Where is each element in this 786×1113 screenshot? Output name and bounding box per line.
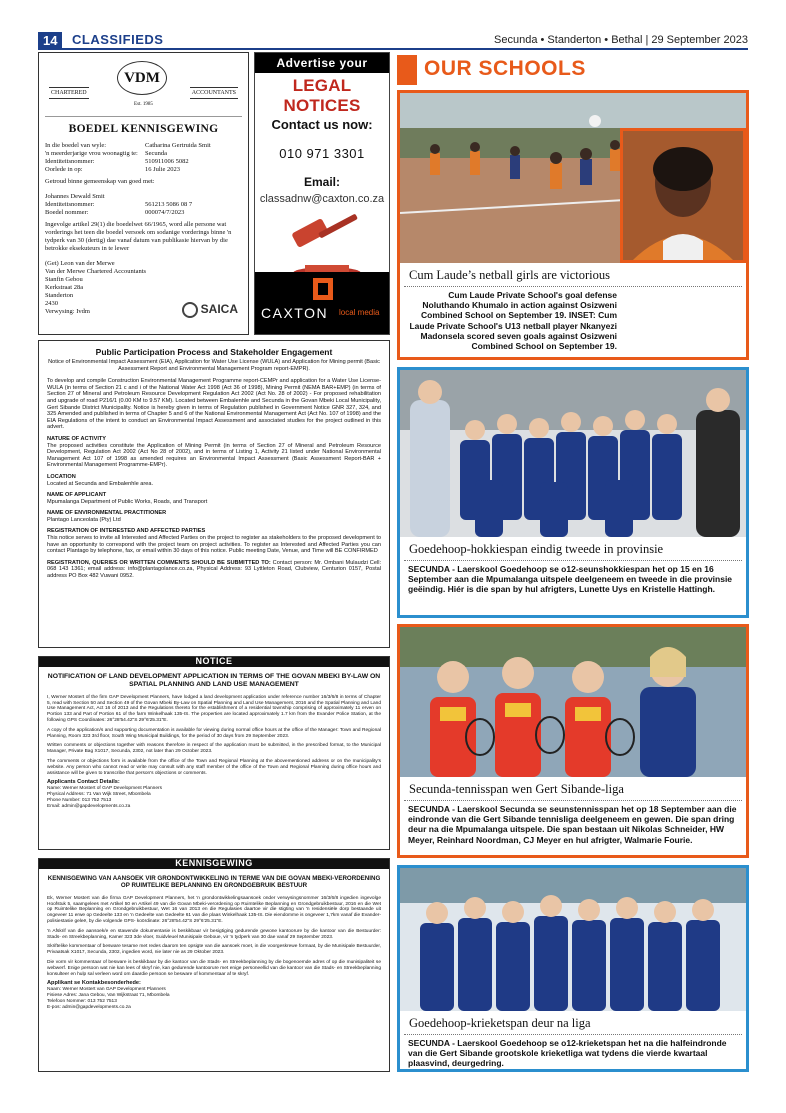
caxton-submark: local media — [339, 308, 380, 317]
kenn-contact: Naam: Werner Mostert van GAP Development Planners — [47, 987, 166, 993]
page-number: 14 — [38, 32, 62, 49]
notice-title: NOTIFICATION OF LAND DEVELOPMENT APPLICATION IN TERMS OF THE GOVAN MBEKI BY-LAW ON SPATIAL PLANNING AND LAND USE MANAGEMENT — [47, 672, 381, 688]
firm-logo-sub: Est. 1985 — [134, 102, 153, 107]
story-headline: Cum Laude’s netball girls are victorious — [404, 263, 742, 287]
notice-para: The comments or objections form is available from the office of the Town and Regional Planning at the abovementioned address or on the municipality's website. Any person who cannot read or write may consult with any staff member of the office of the Town and Regional Planning during office hours and assistance will be given to transcribe that person's objections or comments. — [47, 758, 381, 776]
firm-logo-right: ACCOUNTANTS — [190, 87, 238, 99]
notice-contact: Phone Number: 013 752 7513 — [47, 797, 112, 803]
kenn-contact-heading: Applikant se Kontakbesonderhede: — [47, 980, 141, 987]
dateline: Secunda • Standerton • Bethal | 29 September 2023 — [494, 34, 748, 46]
pp-section: LOCATION Located at Secunda and Embalenhle area. — [47, 473, 154, 487]
netball-inset-photo — [620, 128, 746, 263]
pp-section: NAME OF APPLICANT Mpumalanga Department of Public Works, Roads, and Transport — [47, 492, 208, 505]
executor-address: (Get) Leon van der Merwe Van der Merwe Chartered Accountants Stanfin Gebou Kerkstraat 28a Standerton 2430 Verwysing: Ivdm — [45, 260, 147, 315]
kenn-bar: KENNISGEWING — [39, 859, 389, 869]
story-cricket — [397, 865, 749, 1072]
saica-ring-icon — [182, 302, 198, 318]
hockey-photo — [400, 370, 746, 537]
story-headline: Goedehoop-hokkiespan eindig tweede in provinsie — [404, 537, 742, 561]
public-participation-notice — [38, 340, 390, 648]
pp-title: Public Participation Process and Stakeholder Engagement — [95, 347, 333, 357]
story-hockey — [397, 367, 749, 618]
netball-photo — [400, 93, 746, 263]
kenn-contact: Telefoon Nommer: 013 752 7513 — [47, 998, 117, 1004]
our-schools-title: OUR SCHOOLS — [424, 57, 586, 80]
spouse-row: Johannes Dewald Smit — [45, 193, 105, 200]
estate-row: 'n meerderjarige vrou woonagtig te: Secunda — [45, 150, 168, 157]
ad-headline: LEGAL NOTICES — [283, 76, 361, 115]
ad-email-label: Email: — [303, 175, 340, 189]
pp-subtitle: Notice of Environmental Impact Assessment (EIA), Application for Water Use License (WULA) and Application for Mining permit (Basic Assessment Report and Environmental Management Program report-EMPR). — [48, 359, 380, 372]
spouse-row: Identiteitsnommer: 561213 5086 08 7 — [45, 201, 193, 208]
estate-row: In die boedel van wyle: Catharina Gertruida Smit — [45, 142, 211, 149]
tennis-photo — [400, 627, 746, 777]
page-header — [38, 32, 748, 50]
ad-phone[interactable]: 010 971 3301 — [279, 146, 365, 161]
kenn-para: 'n Afskrif van die aansoek/e en stawende dokumentasie is beskikbaar vir besigtiging gedurende gewone kantoorure by die kantoor van die Bestuurder: Stads- en Streekbeplanning, Kamer 323 3de vloer, Suidvleuel Munisipale Geboue, vir 'n tydperk van 30 dae vanaf 29 September 2023. — [47, 928, 381, 940]
pp-registration: REGISTRATION, QUERIES OR WRITTEN COMMENTS SHOULD BE SUBMITTED TO: Contact person: Mr. Ombani Mulaudzi Cell: 068 143 1361; email address: info@plantagolance.co.za, Physical Address: 93 Lyttleton Road, Clubview, Centurion 0157, Postal address PO Box 482 Vuwani 0952. — [47, 559, 381, 580]
story-caption: SECUNDA - Laerskool Goedehoop se o12-krieketspan het na die halfeindronde van die Gert Sibande grootskole krieketliga wat tydens die vierde kwartaal plaasvind, deurgedring. — [408, 1038, 727, 1069]
notice-contact-heading: Applicants Contact Details: — [47, 779, 120, 786]
kenn-para: Die vorm vir kommentaar of besware is beskikbaar by die kantoor van die Stads- en Streekbeplanning by die bogenoemde adres of op die munisipaliteit se webwerf. Enige persoon wat nie kan lees of skryf nie, kan gedurende kantoorure met enige personeellid van die kantoor van die Stads- en Streekbeplanning konsulteer en hulp sal verleen word om daardie persoon se besware of kommentaar af te skryf. — [47, 959, 381, 977]
firm-logo — [45, 57, 242, 117]
estate-body: Ingevolge artikel 29(1) die boedelwet 66/1965, word alle persone wat vorderings het teen die boedel versoek om sodanige vorderings binne 'n tydperk van 30 (dertig) dae vanaf datum van publikasie hiervan by die betrokke eksekuteurs in te lewer — [45, 221, 232, 252]
notice-para: Written comments or objections together with reasons therefore in respect of the application must be submitted, in the prescribed format, to the Municipal Manager, Private Bag X1017, Secunda, 2302, not later than 29 October 2023. — [47, 743, 381, 755]
kennisgewing-notice — [38, 858, 390, 1072]
ad-email[interactable]: classadnw@caxton.co.za — [259, 193, 385, 205]
estate-row: Identiteitsnommer: 510911006 5082 — [45, 158, 189, 165]
our-schools-header — [397, 55, 749, 87]
story-netball — [397, 90, 749, 360]
notice-bar: NOTICE — [39, 657, 389, 667]
story-caption: SECUNDA - Laerskool Secunda se seunstennisspan het op 18 September aan die eindronde van die Gert Sibande tennisliga deelgeneem en gewen. Die span dring deur na die Mpumalanga uitspele. Die span bestaan uit Nikolas Schneider, HW Meyer, Reinhard Noordman, CJ Meyer en hul afrigter, Walmarie Fourie. — [408, 804, 737, 845]
story-caption: SECUNDA - Laerskool Goedehoop se o12-seunshokkiespan het op 15 en 16 September aan die Mpumalanga uitspele deelgeneem en tweede in die provinsie geëindig. Hiér is die span by hul afrigters, Lunette Uys en Kristelle Hattingh. — [408, 564, 733, 595]
pp-section: NATURE OF ACTIVITY The proposed activities constitute the Application of Mining Permit (in terms of Section 27 of Mineral and Petroleum Resource Development, Regulation Act 2002 (Act No 28 of 2002), and in terms of Listing 1, Activity 21 listed under National Environmental Management Act 107 of 1998 as amended requires an Environmental Impact Assessment (Basic Assessment Report-BAR + Environmental Management Programme-EMPr). — [47, 435, 381, 469]
kenn-title: KENNISGEWING VAN AANSOEK VIR GRONDONTWIKKELING IN TERME VAN DIE GOVAN MBEKI-VERORDENING OP RUIMTELIKE BEPLANNING EN GRONDGEBRUIK BESTUUR — [47, 874, 381, 890]
kenn-contact: Fisiese Adres: Jana Gebou, Van Wijkstraat 71, Mbombela — [47, 992, 170, 998]
section-title: CLASSIFIEDS — [72, 32, 164, 47]
kenn-para: Ek, Werner Mostert van die firma GAP Development Planners, het 'n grondontwikkelingsaansoek onder verwysingsnommer 16/3/6/8 ingedien ingevolge Hoofstuk 5, saamgelees met Artikel 50 en Artikel 49 van die Govan Mbeki-verordening op Ruimtelike Beplanning en Grondgebruikbestuur, 2016 en die Wet op Ruimtelike Beplanning en Grondgebruikbestuur, Wet 16 van 2013 en die Regulasies daartoe vir die stigting van 'n residensiële dorp bestaande uit ongeveer 11 erwe op Gedeelte 133 en 'n Gedeelte van Gedeelte 61 van die plaas Winkelhaak 135-IS. Die eiendomme is ongeveer 1,7km vanaf die Evander-polisiestasie geleë, by die volgende GPS- koördinate: 26°28'54.42"S 29°6'25.31"E. — [47, 895, 381, 924]
land-dev-notice — [38, 656, 390, 850]
story-headline: Secunda-tennisspan wen Gert Sibande-liga — [404, 777, 742, 801]
caxton-mark-icon — [313, 278, 333, 300]
estate-notice-title: BOEDEL KENNISGEWING — [68, 123, 219, 135]
firm-logo-left: CHARTERED — [49, 87, 89, 99]
kenn-para: Skriftelike kommentaar of besware tesame met redes daarom ten opsigte van die aansoek moet, in die voorgeskrewe formaat, by die Munisipale Bestuurder, Privaatsak X1017, Secunda, 2302, ingedien word, nie later nie as 29 Oktober 2023. — [47, 944, 381, 956]
story-headline: Goedehoop-krieketspan deur na liga — [404, 1011, 742, 1035]
ad-contact-label: Contact us now: — [271, 117, 373, 132]
estate-rows — [45, 142, 242, 174]
notice-contact: Name: Werner Mostert of GAP Development Planners — [47, 786, 162, 792]
spouse-row: Boedel nommer: 000074/7/2023 — [45, 209, 185, 216]
notice-para: A copy of the application/s and supporting documentation is available for viewing during normal office hours at the office of the Manager: Town and Regional Planning, Room 323 3rd floor, South Wing Municipal Buildings, for the period of 30 days from 29 September 2023. — [47, 727, 381, 739]
pp-section: NAME OF ENVIRONMENTAL PRACTITIONER Plantago Lanceolata (Pty) Ltd — [47, 510, 167, 523]
pp-intro: To develop and compile Construction Environmental Management Programme report-CEMPr and application for a Water Use License- WULA (in terms of Section 21 c and i of the National Water Act 1998 (Act 36 of 1998), Mining Permit (NEMA BAR+EMP) (in terms of Section 27 of Mineral and Petroleum Resource Development Regulation Act 2002 (Act No. 28 of 2002) - For proposed rehabilitation and upgrade of road P216/1 (0.00 KM to 9.57 KM). Located between Embalenhle and Secunda in the Govan Mbeki Local Municipality, Gert Sibande District Municipality. Notice is hereby given in terms of Regulation published in Government Notice GNR 327, 324, and 325 Amended and published in terms of Chapter 5 and 6 of the National Environmental Management Act (Act No. 107 of 1998) and the EIA Regulations of the intent to conduct an Environmental Impact Assessment and associated studies for the project outlined in this advert. — [47, 378, 381, 431]
story-caption: Cum Laude Private School's goal defense Noluthando Khumalo in action against Osizweni Combined School on September 19. INSET: Cum Laude Private School's U13 netball player Nkanyezi Madonsela scored seven goals against Osizweni Combined School on September 19. — [409, 290, 617, 352]
notice-contact: Physical Address: 71 Van Wijk Street, Mbombela — [47, 791, 151, 797]
cricket-photo — [400, 868, 746, 1011]
kenn-contact: E-pos: admin@gapdevelopments.co.za — [47, 1004, 131, 1010]
section-marker — [397, 55, 417, 85]
saica-logo: SAICA — [182, 302, 238, 318]
ad-bar: Advertise your — [255, 53, 389, 73]
firm-logo-mark: VDM — [117, 61, 167, 95]
legal-notices-ad — [254, 52, 390, 335]
notice-contact: Email: admin@gapdevelopments.co.za — [47, 803, 131, 809]
pp-section: REGISTRATION OF INTERESTED AND AFFECTED PARTIES This notice serves to invite all Interested and Affected Parties on the project to register as stakeholders to the proposed development to have an opportunity to correspond with the project team on project activities. To register as Interested and Affected Parties you can contact Plantago by telephone, fax, or email within 30 days of this notice. Public meeting Date, Venue, and Time will BE CONFIRMED — [47, 528, 381, 555]
caxton-logo — [255, 272, 389, 334]
story-tennis — [397, 624, 749, 858]
notice-para: I, Werner Mostert of the firm GAP Development Planners, have lodged a land development application under reference number 16/3/6/8 in terms of Chapter 5, read with Section 50 and Section 49 of the Govan Mbeki By-Law on Spatial Planning and Land Use Management, 2016 and the Spatial Planning and Land Use Management Act, Act 16 of 2013 and the Regulations thereto for the establishment of a residential township comprising of approximately 11 erven on Portion 133 and Part of Portion 61 of the farm Winkelhaak 135-IS. The properties are located approximately 1.7 km from the Evander Police Station, at the following GPS Coordinates: 26°28'54.42"S 29°6'25.31"E. — [47, 694, 381, 723]
estate-notice — [38, 52, 249, 335]
estate-row: Oorlede in op: 16 Julie 2023 — [45, 166, 181, 173]
caxton-wordmark: CAXTON — [261, 305, 329, 321]
married-label: Getroud binne gemeenskap van goed met: — [45, 178, 155, 185]
